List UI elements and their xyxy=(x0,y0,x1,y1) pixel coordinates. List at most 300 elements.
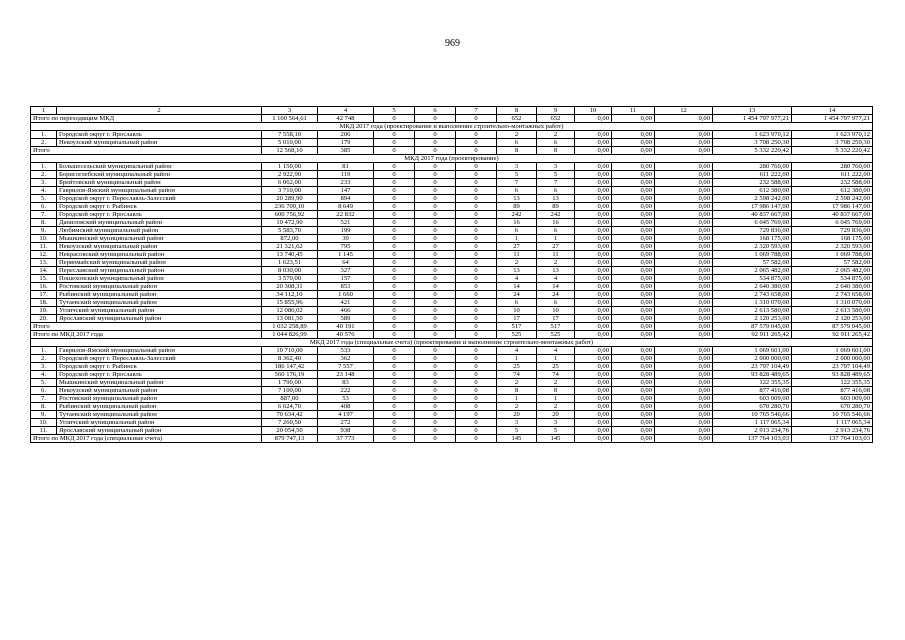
value-cell: 186 147,42 xyxy=(262,363,318,371)
value-cell: 3 708 250,30 xyxy=(713,139,792,147)
value-cell: 0,00 xyxy=(575,307,612,315)
value-cell: 1 310 070,00 xyxy=(713,299,792,307)
value-cell: 8 xyxy=(497,387,537,395)
municipality-name: Городской округ г. Ярославль xyxy=(57,211,262,219)
value-cell: 81 xyxy=(318,163,374,171)
value-cell: 0 xyxy=(456,387,497,395)
value-cell: 0,00 xyxy=(612,267,655,275)
value-cell: 0,00 xyxy=(612,195,655,203)
value-cell: 0,00 xyxy=(655,411,713,419)
value-cell: 0 xyxy=(374,139,415,147)
value-cell: 145 xyxy=(497,435,537,443)
value-cell: 53 xyxy=(318,395,374,403)
value-cell: 0 xyxy=(374,419,415,427)
value-cell: 0 xyxy=(374,315,415,323)
value-cell: 0,00 xyxy=(575,283,612,291)
value-cell: 57 582,00 xyxy=(792,259,873,267)
table-row xyxy=(31,411,873,419)
value-cell: 0,00 xyxy=(575,163,612,171)
value-cell: 0 xyxy=(415,411,456,419)
value-cell: 8 xyxy=(497,147,537,155)
column-number-cell: 6 xyxy=(415,107,456,115)
value-cell: 37 773 xyxy=(318,435,374,443)
value-cell: 0,00 xyxy=(612,395,655,403)
value-cell: 0 xyxy=(374,131,415,139)
section-title: МКД 2017 года (специальные счета) (проектирование и выполнение строительно-монтажных работ) xyxy=(31,339,873,347)
value-cell: 0 xyxy=(374,203,415,211)
value-cell: 0,00 xyxy=(575,243,612,251)
value-cell: 0,00 xyxy=(612,403,655,411)
total-row xyxy=(31,331,873,339)
value-cell: 0 xyxy=(415,355,456,363)
value-cell: 25 xyxy=(497,363,537,371)
value-cell: 0 xyxy=(374,259,415,267)
value-cell: 10 765 546,66 xyxy=(792,411,873,419)
value-cell: 1 069 788,00 xyxy=(713,251,792,259)
value-cell: 17 986 147,00 xyxy=(713,203,792,211)
table-row xyxy=(31,387,873,395)
row-number: 13. xyxy=(31,259,57,267)
value-cell: 0 xyxy=(456,139,497,147)
municipality-name: Городской округ г. Рыбинск xyxy=(57,203,262,211)
row-number: 17. xyxy=(31,291,57,299)
value-cell: 24 xyxy=(537,291,575,299)
value-cell: 7 xyxy=(497,179,537,187)
value-cell: 1 044 826,99 xyxy=(262,331,318,339)
value-cell: 87 579 045,00 xyxy=(713,323,792,331)
value-cell: 652 xyxy=(537,115,575,123)
value-cell: 1 454 797 977,21 xyxy=(713,115,792,123)
value-cell: 0,00 xyxy=(655,147,713,155)
value-cell: 6 xyxy=(497,187,537,195)
value-cell: 8 xyxy=(537,147,575,155)
value-cell: 2 xyxy=(537,131,575,139)
value-cell: 0 xyxy=(456,331,497,339)
value-cell: 3 xyxy=(537,163,575,171)
value-cell: 0 xyxy=(374,227,415,235)
value-cell: 0,00 xyxy=(612,291,655,299)
value-cell: 0 xyxy=(456,291,497,299)
table-row xyxy=(31,219,873,227)
value-cell: 0,00 xyxy=(655,195,713,203)
table-row xyxy=(31,419,873,427)
value-cell: 7 557 xyxy=(318,363,374,371)
value-cell: 0,00 xyxy=(575,379,612,387)
value-cell: 0 xyxy=(415,171,456,179)
value-cell: 40 191 xyxy=(318,323,374,331)
value-cell: 0,00 xyxy=(575,403,612,411)
table-row xyxy=(31,315,873,323)
value-cell: 0,00 xyxy=(655,115,713,123)
value-cell: 0 xyxy=(374,363,415,371)
value-cell: 14 xyxy=(537,283,575,291)
value-cell: 0,00 xyxy=(612,275,655,283)
value-cell: 6 624,70 xyxy=(262,403,318,411)
value-cell: 280 760,00 xyxy=(792,163,873,171)
value-cell: 670 280,70 xyxy=(713,403,792,411)
value-cell: 0,00 xyxy=(575,387,612,395)
value-cell: 611 222,00 xyxy=(713,171,792,179)
value-cell: 0 xyxy=(374,211,415,219)
total-row xyxy=(31,115,873,123)
municipality-name: Борисоглебский муниципальный район xyxy=(57,171,262,179)
row-number: 7. xyxy=(31,395,57,403)
value-cell: 0,00 xyxy=(612,331,655,339)
value-cell: 0 xyxy=(456,251,497,259)
value-cell: 589 xyxy=(318,315,374,323)
value-cell: 157 xyxy=(318,275,374,283)
municipality-name: Мышкинский муниципальный район xyxy=(57,235,262,243)
value-cell: 1 069 601,00 xyxy=(713,347,792,355)
value-cell: 2 xyxy=(497,403,537,411)
value-cell: 6 045 769,00 xyxy=(792,219,873,227)
municipality-name: Переславский муниципальный район xyxy=(57,267,262,275)
value-cell: 89 xyxy=(497,203,537,211)
value-cell: 5 xyxy=(537,427,575,435)
value-cell: 0,00 xyxy=(575,411,612,419)
table-row xyxy=(31,267,873,275)
value-cell: 11 xyxy=(497,251,537,259)
municipality-name: Городской округ г. Ярославль xyxy=(57,131,262,139)
value-cell: 147 xyxy=(318,187,374,195)
municipality-name: Ярославский муниципальный район xyxy=(57,427,262,435)
table-row xyxy=(31,251,873,259)
value-cell: 0 xyxy=(415,403,456,411)
row-number: 20. xyxy=(31,315,57,323)
value-cell: 3 xyxy=(537,419,575,427)
municipality-name: Любимский муниципальный район xyxy=(57,227,262,235)
value-cell: 612 380,00 xyxy=(792,187,873,195)
value-cell: 0 xyxy=(415,219,456,227)
value-cell: 1 310 070,00 xyxy=(792,299,873,307)
page-number: 969 xyxy=(445,38,460,49)
value-cell: 0,00 xyxy=(612,163,655,171)
value-cell: 119 xyxy=(318,171,374,179)
value-cell: 199 xyxy=(318,227,374,235)
value-cell: 1 xyxy=(537,235,575,243)
value-cell: 137 764 103,03 xyxy=(713,435,792,443)
value-cell: 0,00 xyxy=(575,363,612,371)
value-cell: 1 150,00 xyxy=(262,163,318,171)
value-cell: 0 xyxy=(374,147,415,155)
value-cell: 232 588,00 xyxy=(792,179,873,187)
table-row xyxy=(31,427,873,435)
municipality-name: Городской округ г. Переславль-Залесский xyxy=(57,355,262,363)
value-cell: 0 xyxy=(415,307,456,315)
value-cell: 64 xyxy=(318,259,374,267)
value-cell: 0,00 xyxy=(575,179,612,187)
value-cell: 0 xyxy=(456,379,497,387)
table-row xyxy=(31,243,873,251)
value-cell: 6 062,00 xyxy=(262,179,318,187)
value-cell: 0,00 xyxy=(655,347,713,355)
value-cell: 0 xyxy=(415,139,456,147)
value-cell: 2 743 658,00 xyxy=(713,291,792,299)
value-cell: 0 xyxy=(456,307,497,315)
row-number: 14. xyxy=(31,267,57,275)
value-cell: 5 xyxy=(497,171,537,179)
table-row xyxy=(31,211,873,219)
value-cell: 534 875,00 xyxy=(792,275,873,283)
value-cell: 0 xyxy=(456,147,497,155)
value-cell: 0,00 xyxy=(612,171,655,179)
value-cell: 22 832 xyxy=(318,211,374,219)
value-cell: 27 xyxy=(537,243,575,251)
value-cell: 2 613 580,00 xyxy=(713,307,792,315)
value-cell: 0,00 xyxy=(612,371,655,379)
municipality-name: Даниловский муниципальный район xyxy=(57,219,262,227)
row-number: 3. xyxy=(31,179,57,187)
value-cell: 2 120 253,00 xyxy=(792,315,873,323)
value-cell: 3 710,00 xyxy=(262,187,318,195)
value-cell: 0,00 xyxy=(575,211,612,219)
row-number: 1. xyxy=(31,347,57,355)
value-cell: 0,00 xyxy=(612,315,655,323)
value-cell: 0 xyxy=(456,275,497,283)
value-cell: 20 xyxy=(537,411,575,419)
value-cell: 10 765 546,66 xyxy=(713,411,792,419)
value-cell: 3 708 250,30 xyxy=(792,139,873,147)
value-cell: 83 xyxy=(318,379,374,387)
municipality-name: Мышкинский муниципальный район xyxy=(57,379,262,387)
value-cell: 5 332 220,42 xyxy=(792,147,873,155)
value-cell: 0,00 xyxy=(655,323,713,331)
value-cell: 6 xyxy=(497,227,537,235)
value-cell: 0,00 xyxy=(655,299,713,307)
value-cell: 0 xyxy=(374,115,415,123)
value-cell: 0,00 xyxy=(612,411,655,419)
value-cell: 421 xyxy=(318,299,374,307)
value-cell: 232 588,00 xyxy=(713,179,792,187)
value-cell: 0,00 xyxy=(612,211,655,219)
value-cell: 0,00 xyxy=(655,179,713,187)
value-cell: 0 xyxy=(456,323,497,331)
column-number-cell: 1 xyxy=(31,107,57,115)
value-cell: 2 000 000,00 xyxy=(713,355,792,363)
value-cell: 533 xyxy=(318,347,374,355)
value-cell: 6 xyxy=(537,187,575,195)
value-cell: 0,00 xyxy=(575,187,612,195)
value-cell: 20 054,50 xyxy=(262,427,318,435)
value-cell: 2 065 482,00 xyxy=(792,267,873,275)
value-cell: 0,00 xyxy=(655,171,713,179)
value-cell: 2 xyxy=(537,379,575,387)
table-row xyxy=(31,275,873,283)
value-cell: 42 748 xyxy=(318,115,374,123)
value-cell: 0,00 xyxy=(575,147,612,155)
value-cell: 6 045 769,00 xyxy=(713,219,792,227)
value-cell: 0,00 xyxy=(612,131,655,139)
value-cell: 2 xyxy=(537,259,575,267)
value-cell: 0,00 xyxy=(655,315,713,323)
value-cell: 879 747,13 xyxy=(262,435,318,443)
table-row xyxy=(31,203,873,211)
value-cell: 0,00 xyxy=(655,251,713,259)
value-cell: 15 855,96 xyxy=(262,299,318,307)
value-cell: 13 xyxy=(497,267,537,275)
value-cell: 92 911 265,42 xyxy=(792,331,873,339)
value-cell: 0 xyxy=(456,435,497,443)
value-cell: 2 613 580,00 xyxy=(792,307,873,315)
value-cell: 2 640 380,00 xyxy=(792,283,873,291)
value-cell: 13 081,50 xyxy=(262,315,318,323)
value-cell: 0,00 xyxy=(655,395,713,403)
value-cell: 23 797 104,49 xyxy=(713,363,792,371)
value-cell: 0 xyxy=(415,259,456,267)
section-title: МКД 2017 года (проектирование и выполнение строительно-монтажных работ) xyxy=(31,123,873,131)
value-cell: 1 117 065,34 xyxy=(713,419,792,427)
value-cell: 0,00 xyxy=(655,307,713,315)
total-label: Итого по МКД 2017 года xyxy=(31,331,262,339)
value-cell: 0 xyxy=(456,115,497,123)
row-number: 10. xyxy=(31,419,57,427)
table-row xyxy=(31,179,873,187)
column-number-cell: 14 xyxy=(792,107,873,115)
value-cell: 57 582,00 xyxy=(713,259,792,267)
value-cell: 0 xyxy=(374,235,415,243)
value-cell: 0,00 xyxy=(612,435,655,443)
value-cell: 0 xyxy=(374,355,415,363)
total-row xyxy=(31,147,873,155)
value-cell: 0 xyxy=(456,347,497,355)
value-cell: 0,00 xyxy=(655,139,713,147)
value-cell: 466 xyxy=(318,307,374,315)
value-cell: 0,00 xyxy=(655,131,713,139)
value-cell: 0 xyxy=(415,243,456,251)
value-cell: 242 xyxy=(497,211,537,219)
value-cell: 0,00 xyxy=(655,435,713,443)
value-cell: 1 117 065,34 xyxy=(792,419,873,427)
municipality-name: Городской округ г. Переславль-Залесский xyxy=(57,195,262,203)
value-cell: 0,00 xyxy=(575,259,612,267)
value-cell: 25 xyxy=(537,363,575,371)
column-number-cell: 12 xyxy=(655,107,713,115)
value-cell: 0,00 xyxy=(655,427,713,435)
value-cell: 23 797 104,49 xyxy=(792,363,873,371)
value-cell: 525 xyxy=(537,331,575,339)
value-cell: 0,00 xyxy=(612,235,655,243)
value-cell: 0 xyxy=(415,147,456,155)
value-cell: 0,00 xyxy=(612,203,655,211)
value-cell: 5 010,00 xyxy=(262,139,318,147)
row-number: 11. xyxy=(31,243,57,251)
value-cell: 0,00 xyxy=(575,435,612,443)
table-row xyxy=(31,403,873,411)
row-number: 10. xyxy=(31,235,57,243)
value-cell: 17 986 147,00 xyxy=(792,203,873,211)
value-cell: 0 xyxy=(415,323,456,331)
table-row xyxy=(31,371,873,379)
value-cell: 0,00 xyxy=(655,267,713,275)
value-cell: 0,00 xyxy=(612,227,655,235)
value-cell: 612 380,00 xyxy=(713,187,792,195)
table-row xyxy=(31,379,873,387)
value-cell: 0,00 xyxy=(612,115,655,123)
value-cell: 0,00 xyxy=(575,395,612,403)
table-row xyxy=(31,171,873,179)
municipality-name: Ростовский муниципальный район xyxy=(57,283,262,291)
value-cell: 652 xyxy=(497,115,537,123)
value-cell: 0,00 xyxy=(575,347,612,355)
value-cell: 122 355,35 xyxy=(713,379,792,387)
value-cell: 0 xyxy=(374,435,415,443)
total-label: Итого по МКД 2017 года (специальные счета) xyxy=(31,435,262,443)
value-cell: 0 xyxy=(456,235,497,243)
value-cell: 0,00 xyxy=(612,139,655,147)
table-row xyxy=(31,299,873,307)
value-cell: 0,00 xyxy=(612,419,655,427)
value-cell: 3 xyxy=(497,419,537,427)
value-cell: 242 xyxy=(537,211,575,219)
value-cell: 70 634,42 xyxy=(262,411,318,419)
value-cell: 6 xyxy=(497,299,537,307)
column-number-cell: 3 xyxy=(262,107,318,115)
value-cell: 0,00 xyxy=(575,291,612,299)
value-cell: 272 xyxy=(318,419,374,427)
value-cell: 0,00 xyxy=(612,283,655,291)
value-cell: 0 xyxy=(415,299,456,307)
value-cell: 6 xyxy=(537,227,575,235)
value-cell: 1 069 788,00 xyxy=(792,251,873,259)
value-cell: 0,00 xyxy=(575,131,612,139)
column-number-cell: 11 xyxy=(612,107,655,115)
municipality-name: Городской округ г. Рыбинск xyxy=(57,363,262,371)
value-cell: 1 454 797 977,21 xyxy=(792,115,873,123)
value-cell: 0 xyxy=(415,251,456,259)
value-cell: 0 xyxy=(374,427,415,435)
value-cell: 17 xyxy=(537,315,575,323)
value-cell: 4 xyxy=(537,275,575,283)
row-number: 6. xyxy=(31,387,57,395)
value-cell: 0,00 xyxy=(612,179,655,187)
row-number: 8. xyxy=(31,403,57,411)
value-cell: 611 222,00 xyxy=(792,171,873,179)
value-cell: 3 570,00 xyxy=(262,275,318,283)
value-cell: 11 xyxy=(537,251,575,259)
value-cell: 10 472,90 xyxy=(262,219,318,227)
row-number: 9. xyxy=(31,227,57,235)
value-cell: 0,00 xyxy=(655,203,713,211)
value-cell: 0,00 xyxy=(575,115,612,123)
value-cell: 729 836,00 xyxy=(713,227,792,235)
value-cell: 0,00 xyxy=(655,187,713,195)
value-cell: 1 069 601,00 xyxy=(792,347,873,355)
value-cell: 603 009,00 xyxy=(792,395,873,403)
value-cell: 0 xyxy=(374,411,415,419)
value-cell: 1 100 564,61 xyxy=(262,115,318,123)
value-cell: 13 740,45 xyxy=(262,251,318,259)
value-cell: 236 709,10 xyxy=(262,203,318,211)
value-cell: 16 xyxy=(537,219,575,227)
value-cell: 0 xyxy=(456,171,497,179)
value-cell: 0 xyxy=(374,267,415,275)
row-number: 3. xyxy=(31,363,57,371)
value-cell: 23 148 xyxy=(318,371,374,379)
value-cell: 0 xyxy=(456,355,497,363)
value-cell: 0,00 xyxy=(612,147,655,155)
row-number: 2. xyxy=(31,171,57,179)
value-cell: 0,00 xyxy=(655,163,713,171)
table-row xyxy=(31,363,873,371)
value-cell: 0 xyxy=(415,195,456,203)
value-cell: 2 913 234,76 xyxy=(713,427,792,435)
value-cell: 0 xyxy=(374,283,415,291)
value-cell: 0,00 xyxy=(575,331,612,339)
value-cell: 0 xyxy=(374,371,415,379)
value-cell: 0 xyxy=(456,219,497,227)
value-cell: 0 xyxy=(415,395,456,403)
value-cell: 0,00 xyxy=(575,251,612,259)
